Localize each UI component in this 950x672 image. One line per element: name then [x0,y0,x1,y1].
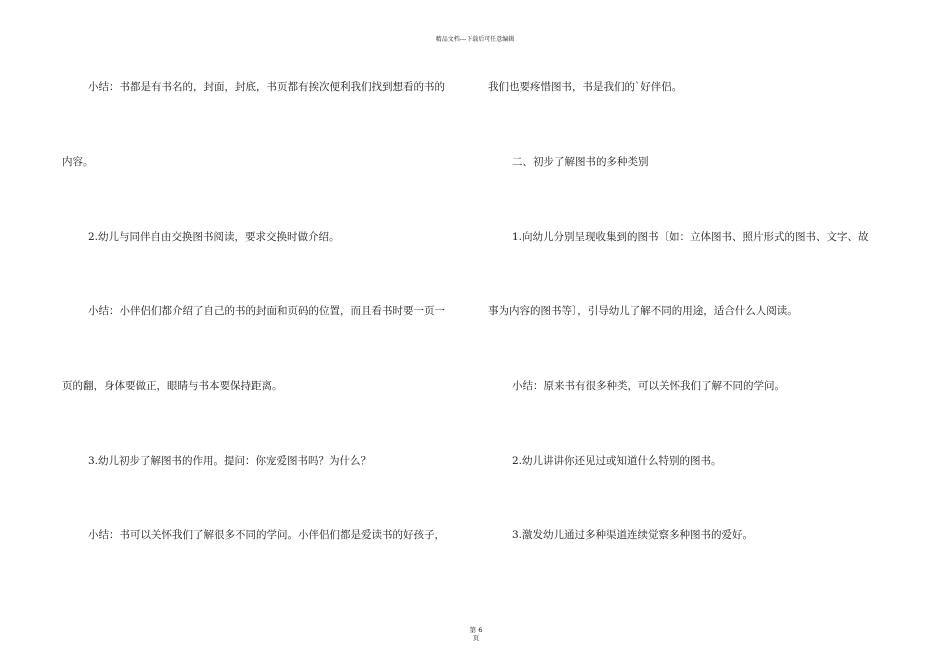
document-header: 精品文档---下载后可任意编辑 [435,36,515,43]
right-line-2: 二、初步了解图书的多种类别 [512,156,649,168]
page-number-suffix: 页 [472,634,480,642]
right-line-1: 我们也要疼惜图书，书是我们的`好伴侣。 [488,81,683,93]
left-line-3: 2.幼儿与同伴自由交换图书阅读，要求交换时做介绍。 [88,231,340,243]
left-line-5: 页的翻，身体要做正，眼睛与书本要保持距离。 [62,380,283,392]
left-line-7: 小结：书可以关怀我们了解很多不同的学问。小伴侣们都是爱读书的好孩子， [88,529,445,541]
page-number-label: 第 6 [469,626,483,634]
right-line-3: 1.向幼儿分别呈现收集到的图书〔如：立体图书、照片形式的图书、文字、故 [512,231,869,243]
right-line-6: 2.幼儿讲讲你还见过或知道什么特别的图书。 [512,455,722,467]
right-line-5: 小结：原来书有很多种类，可以关怀我们了解不同的学问。 [512,380,785,392]
right-line-4: 事为内容的图书等〕，引导幼儿了解不同的用途，适合什么人阅读。 [488,305,798,317]
page-number [466,626,486,642]
left-line-4: 小结：小伴侣们都介绍了自己的书的封面和页码的位置，而且看书时要一页一 [88,305,445,317]
left-line-6: 3.幼儿初步了解图书的作用。提问：你宠爱图书吗？为什么？ [88,455,372,467]
left-line-1: 小结：书都是有书名的，封面，封底，书页都有挨次便利我们找到想看的书的 [88,81,445,93]
right-line-7: 3.激发幼儿通过多种渠道连续觉察多种图书的爱好。 [512,529,754,541]
left-line-2: 内容。 [62,156,94,168]
